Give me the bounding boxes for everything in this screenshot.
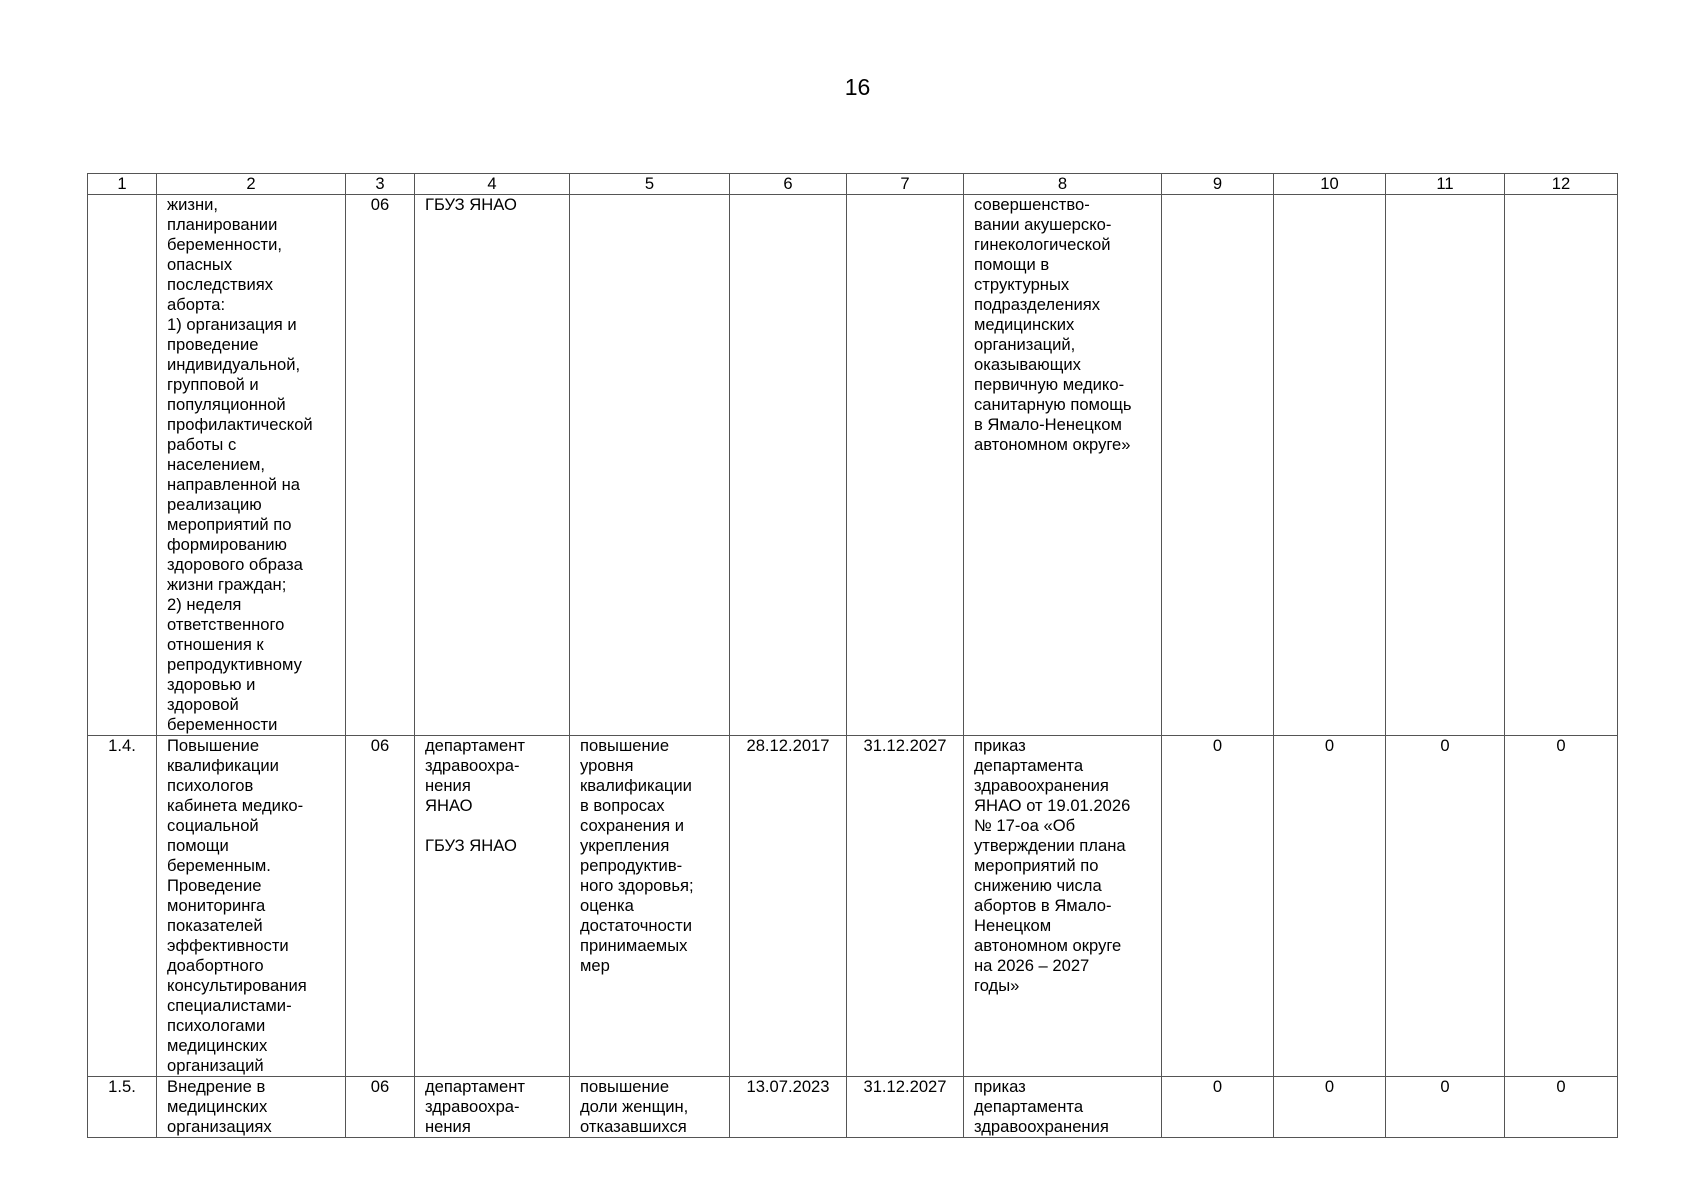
measure-description: Внедрение в медицинских организациях (157, 1077, 346, 1138)
header-cell: 8 (964, 174, 1162, 195)
measures-table (87, 173, 1618, 1138)
document-cell: совершенство- вании акушерско- гинекологической помощи в структурных подразделениях медицинских организаций, оказывающих первичную медико- санитарную помощь в Ямало-Ненецком автономном округе» (964, 195, 1162, 736)
executor-cell: ГБУЗ ЯНАО (415, 195, 570, 736)
header-cell: 9 (1162, 174, 1274, 195)
code-cell: 06 (346, 736, 415, 1077)
document-cell: приказ департамента здравоохранения (964, 1077, 1162, 1138)
header-cell: 6 (730, 174, 847, 195)
start-date-cell: 28.12.2017 (730, 736, 847, 1077)
end-date-cell: 31.12.2027 (847, 1077, 964, 1138)
header-cell: 12 (1505, 174, 1618, 195)
table-row (88, 736, 1618, 1077)
value-cell: 0 (1386, 1077, 1505, 1138)
header-row (88, 174, 1618, 195)
table-row (88, 195, 1618, 736)
code-cell: 06 (346, 1077, 415, 1138)
header-cell: 7 (847, 174, 964, 195)
header-cell: 3 (346, 174, 415, 195)
start-date-cell (730, 195, 847, 736)
value-cell: 0 (1274, 1077, 1386, 1138)
header-cell: 11 (1386, 174, 1505, 195)
table-row (88, 1077, 1618, 1138)
code-cell: 06 (346, 195, 415, 736)
header-cell: 4 (415, 174, 570, 195)
value-cell: 0 (1274, 736, 1386, 1077)
result-cell: повышение доли женщин, отказавшихся (570, 1077, 730, 1138)
value-cell: 0 (1505, 1077, 1618, 1138)
value-cell: 0 (1386, 736, 1505, 1077)
header-cell: 1 (88, 174, 157, 195)
value-cell: 0 (1505, 736, 1618, 1077)
value-cell: 0 (1162, 1077, 1274, 1138)
measure-description: Повышение квалификации психологов кабинета медико- социальной помощи беременным. Проведение мониторинга показателей эффективности доабортного консультирования специалистами- психологами медицинских организаций (157, 736, 346, 1077)
page-number: 16 (844, 74, 871, 100)
document-cell: приказ департамента здравоохранения ЯНАО от 19.01.2026 № 17-оа «Об утверждении плана мероприятий по снижению числа абортов в Ямало- Ненецком автономном округе на 2026 – 2027 годы» (964, 736, 1162, 1077)
end-date-cell: 31.12.2027 (847, 736, 964, 1077)
row-number: 1.4. (88, 736, 157, 1077)
header-cell: 2 (157, 174, 346, 195)
value-cell (1274, 195, 1386, 736)
row-number: 1.5. (88, 1077, 157, 1138)
value-cell (1505, 195, 1618, 736)
header-cell: 5 (570, 174, 730, 195)
measure-description: жизни, планировании беременности, опасных последствиях аборта: 1) организация и проведение индивидуальной, групповой и популяционной профилактической работы с населением, направленной на реализацию мероприятий по формированию здорового образа жизни граждан; 2) неделя ответственного отношения к репродуктивному здоровью и здоровой беременности (157, 195, 346, 736)
result-cell: повышение уровня квалификации в вопросах сохранения и укрепления репродуктив- ного здоровья; оценка достаточности принимаемых мер (570, 736, 730, 1077)
end-date-cell (847, 195, 964, 736)
executor-cell: департамент здравоохра- нения ЯНАО ГБУЗ ЯНАО (415, 736, 570, 1077)
value-cell (1162, 195, 1274, 736)
executor-cell: департамент здравоохра- нения (415, 1077, 570, 1138)
header-cell: 10 (1274, 174, 1386, 195)
result-cell (570, 195, 730, 736)
value-cell: 0 (1162, 736, 1274, 1077)
value-cell (1386, 195, 1505, 736)
row-number (88, 195, 157, 736)
start-date-cell: 13.07.2023 (730, 1077, 847, 1138)
